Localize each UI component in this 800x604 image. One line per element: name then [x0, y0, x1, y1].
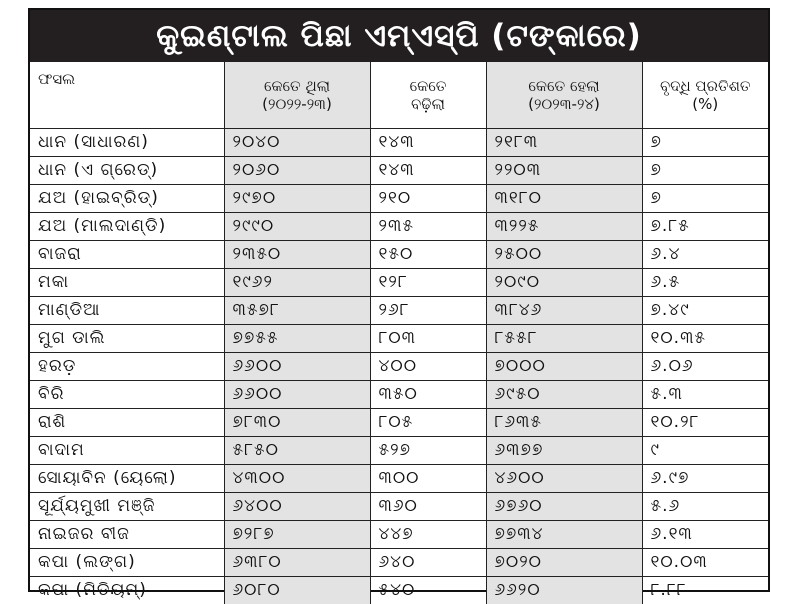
cell-growth-percent: ୬.୧୩	[642, 521, 768, 549]
cell-crop: ଯଅ (ମାଲଦାଣ୍ଡି)	[30, 213, 224, 241]
header-increase-label-2: ବଢ଼ିଲା	[411, 95, 445, 113]
header-previous-label: କେତେ ଥିଲା	[264, 77, 330, 95]
table-row	[30, 241, 768, 269]
header-current-msp	[486, 62, 642, 129]
cell-increase: ୮୦୫	[370, 409, 486, 437]
table-row	[30, 437, 768, 465]
cell-crop: ନାଇଜର ବୀଜ	[30, 521, 224, 549]
cell-crop: ରାଶି	[30, 409, 224, 437]
cell-crop: ବିରି	[30, 381, 224, 409]
table-row	[30, 213, 768, 241]
cell-previous-msp: ୭୨୮୭	[224, 521, 370, 549]
msp-table-panel	[28, 8, 770, 592]
cell-growth-percent: ୭.୪୯	[642, 297, 768, 325]
table-body	[30, 129, 768, 604]
cell-growth-percent: ୬.୫	[642, 269, 768, 297]
table-row	[30, 325, 768, 353]
table-row	[30, 353, 768, 381]
cell-crop: ହରଡ଼	[30, 353, 224, 381]
cell-current-msp: ୬୩୭୭	[486, 437, 642, 465]
header-current-year: (୨୦୨୩-୨୪)	[528, 95, 600, 113]
cell-growth-percent: ୭.୮୫	[642, 213, 768, 241]
cell-current-msp: ୩୧୮୦	[486, 185, 642, 213]
cell-growth-percent: ୯	[642, 437, 768, 465]
table-row	[30, 409, 768, 437]
cell-increase: ୨୬୮	[370, 297, 486, 325]
cell-increase: ୩୬୦	[370, 493, 486, 521]
cell-crop: ମୁଗ ଡାଲି	[30, 325, 224, 353]
table-row	[30, 465, 768, 493]
cell-increase: ୩୦୦	[370, 465, 486, 493]
header-growth-percent	[642, 62, 768, 129]
cell-current-msp: ୨୧୮୩	[486, 129, 642, 157]
cell-increase: ୫୨୭	[370, 437, 486, 465]
cell-previous-msp: ୬୪୦୦	[224, 493, 370, 521]
header-current-label: କେତେ ହେଲା	[528, 77, 599, 95]
cell-crop: ବାଦାମ	[30, 437, 224, 465]
cell-previous-msp: ୪୩୦୦	[224, 465, 370, 493]
table-row	[30, 185, 768, 213]
cell-growth-percent: ୭	[642, 129, 768, 157]
cell-growth-percent: ୧୦.୦୩	[642, 549, 768, 577]
cell-growth-percent: ୬.୦୬	[642, 353, 768, 381]
cell-increase: ୨୩୫	[370, 213, 486, 241]
table-row	[30, 521, 768, 549]
cell-previous-msp: ୫୮୫୦	[224, 437, 370, 465]
cell-current-msp: ୨୫୦୦	[486, 241, 642, 269]
table-row	[30, 129, 768, 157]
table-row	[30, 157, 768, 185]
cell-previous-msp: ୬୬୦୦	[224, 381, 370, 409]
cell-increase: ୧୫୦	[370, 241, 486, 269]
cell-crop: ସୋୟାବିନ (ୟେଲୋ)	[30, 465, 224, 493]
cell-current-msp: ୩୮୪୬	[486, 297, 642, 325]
header-increase	[370, 62, 486, 129]
table-row	[30, 297, 768, 325]
header-growth-label: ବୃଦ୍ଧି ପ୍ରତିଶତ	[660, 77, 751, 95]
cell-growth-percent: ୫.୬	[642, 493, 768, 521]
cell-previous-msp: ୬୩୮୦	[224, 549, 370, 577]
cell-current-msp: ୮୫୫୮	[486, 325, 642, 353]
cell-previous-msp: ୨୦୬୦	[224, 157, 370, 185]
table-row	[30, 269, 768, 297]
cell-crop: ଧାନ (ସାଧାରଣ)	[30, 129, 224, 157]
cell-crop: କପା (ଲଙ୍ଗ)	[30, 549, 224, 577]
cell-growth-percent: ୮.୮୮	[642, 577, 768, 604]
cell-increase: ୩୫୦	[370, 381, 486, 409]
cell-crop: ଯଅ (ହାଇବ୍ରିଡ୍)	[30, 185, 224, 213]
header-increase-label-1: କେତେ	[410, 77, 447, 95]
cell-increase: ୮୦୩	[370, 325, 486, 353]
cell-increase: ୪୦୦	[370, 353, 486, 381]
cell-current-msp: ୮୬୩୫	[486, 409, 642, 437]
cell-current-msp: ୭୦୦୦	[486, 353, 642, 381]
cell-increase: ୪୪୭	[370, 521, 486, 549]
cell-increase: ୬୪୦	[370, 549, 486, 577]
header-previous-msp	[224, 62, 370, 129]
header-crop	[30, 62, 224, 129]
cell-previous-msp: ୨୦୪୦	[224, 129, 370, 157]
cell-increase: ୧୨୮	[370, 269, 486, 297]
header-row	[30, 62, 768, 129]
cell-current-msp: ୭୭୩୪	[486, 521, 642, 549]
cell-previous-msp: ୭୮୩୦	[224, 409, 370, 437]
header-growth-unit: (%)	[692, 95, 718, 113]
cell-current-msp: ୭୦୨୦	[486, 549, 642, 577]
table-row	[30, 381, 768, 409]
cell-crop: ମାଣ୍ଡିଆ	[30, 297, 224, 325]
cell-crop: ବାଜରା	[30, 241, 224, 269]
cell-current-msp: ୨୦୯୦	[486, 269, 642, 297]
cell-growth-percent: ୭	[642, 185, 768, 213]
cell-previous-msp: ୭୭୫୫	[224, 325, 370, 353]
cell-increase: ୫୪୦	[370, 577, 486, 604]
cell-growth-percent: ୧୦.୩୫	[642, 325, 768, 353]
table-row	[30, 549, 768, 577]
cell-current-msp: ୬୯୫୦	[486, 381, 642, 409]
cell-previous-msp: ୧୯୬୨	[224, 269, 370, 297]
cell-current-msp: ୬୬୨୦	[486, 577, 642, 604]
table-title: କୁଇଣ୍ଟାଲ ପିଛା ଏମ୍‌ଏସ୍‌ପି (ଟଙ୍କାରେ)	[30, 10, 768, 62]
cell-crop: ଧାନ (ଏ ଗ୍ରେଡ୍)	[30, 157, 224, 185]
cell-growth-percent: ୬.୯୭	[642, 465, 768, 493]
cell-increase: ୧୪୩	[370, 157, 486, 185]
cell-previous-msp: ୨୯୭୦	[224, 185, 370, 213]
cell-previous-msp: ୩୫୭୮	[224, 297, 370, 325]
cell-increase: ୧୪୩	[370, 129, 486, 157]
cell-current-msp: ୪୬୦୦	[486, 465, 642, 493]
cell-crop: କପା (ମିଡିୟମ୍)	[30, 577, 224, 604]
cell-growth-percent: ୬.୪	[642, 241, 768, 269]
cell-previous-msp: ୬୦୮୦	[224, 577, 370, 604]
table-row	[30, 493, 768, 521]
cell-previous-msp: ୨୯୯୦	[224, 213, 370, 241]
cell-current-msp: ୨୨୦୩	[486, 157, 642, 185]
cell-crop: ସୂର୍ଯ୍ୟମୁଖୀ ମଞ୍ଜି	[30, 493, 224, 521]
msp-table	[30, 62, 768, 604]
cell-current-msp: ୩୨୨୫	[486, 213, 642, 241]
cell-growth-percent: ୧୦.୨୮	[642, 409, 768, 437]
cell-increase: ୨୧୦	[370, 185, 486, 213]
cell-crop: ମକା	[30, 269, 224, 297]
header-crop-label: ଫସଲ	[38, 70, 75, 88]
header-previous-year: (୨୦୨୨-୨୩)	[262, 95, 332, 113]
cell-growth-percent: ୫.୩	[642, 381, 768, 409]
cell-growth-percent: ୭	[642, 157, 768, 185]
cell-current-msp: ୬୭୬୦	[486, 493, 642, 521]
cell-previous-msp: ୨୩୫୦	[224, 241, 370, 269]
cell-previous-msp: ୬୬୦୦	[224, 353, 370, 381]
